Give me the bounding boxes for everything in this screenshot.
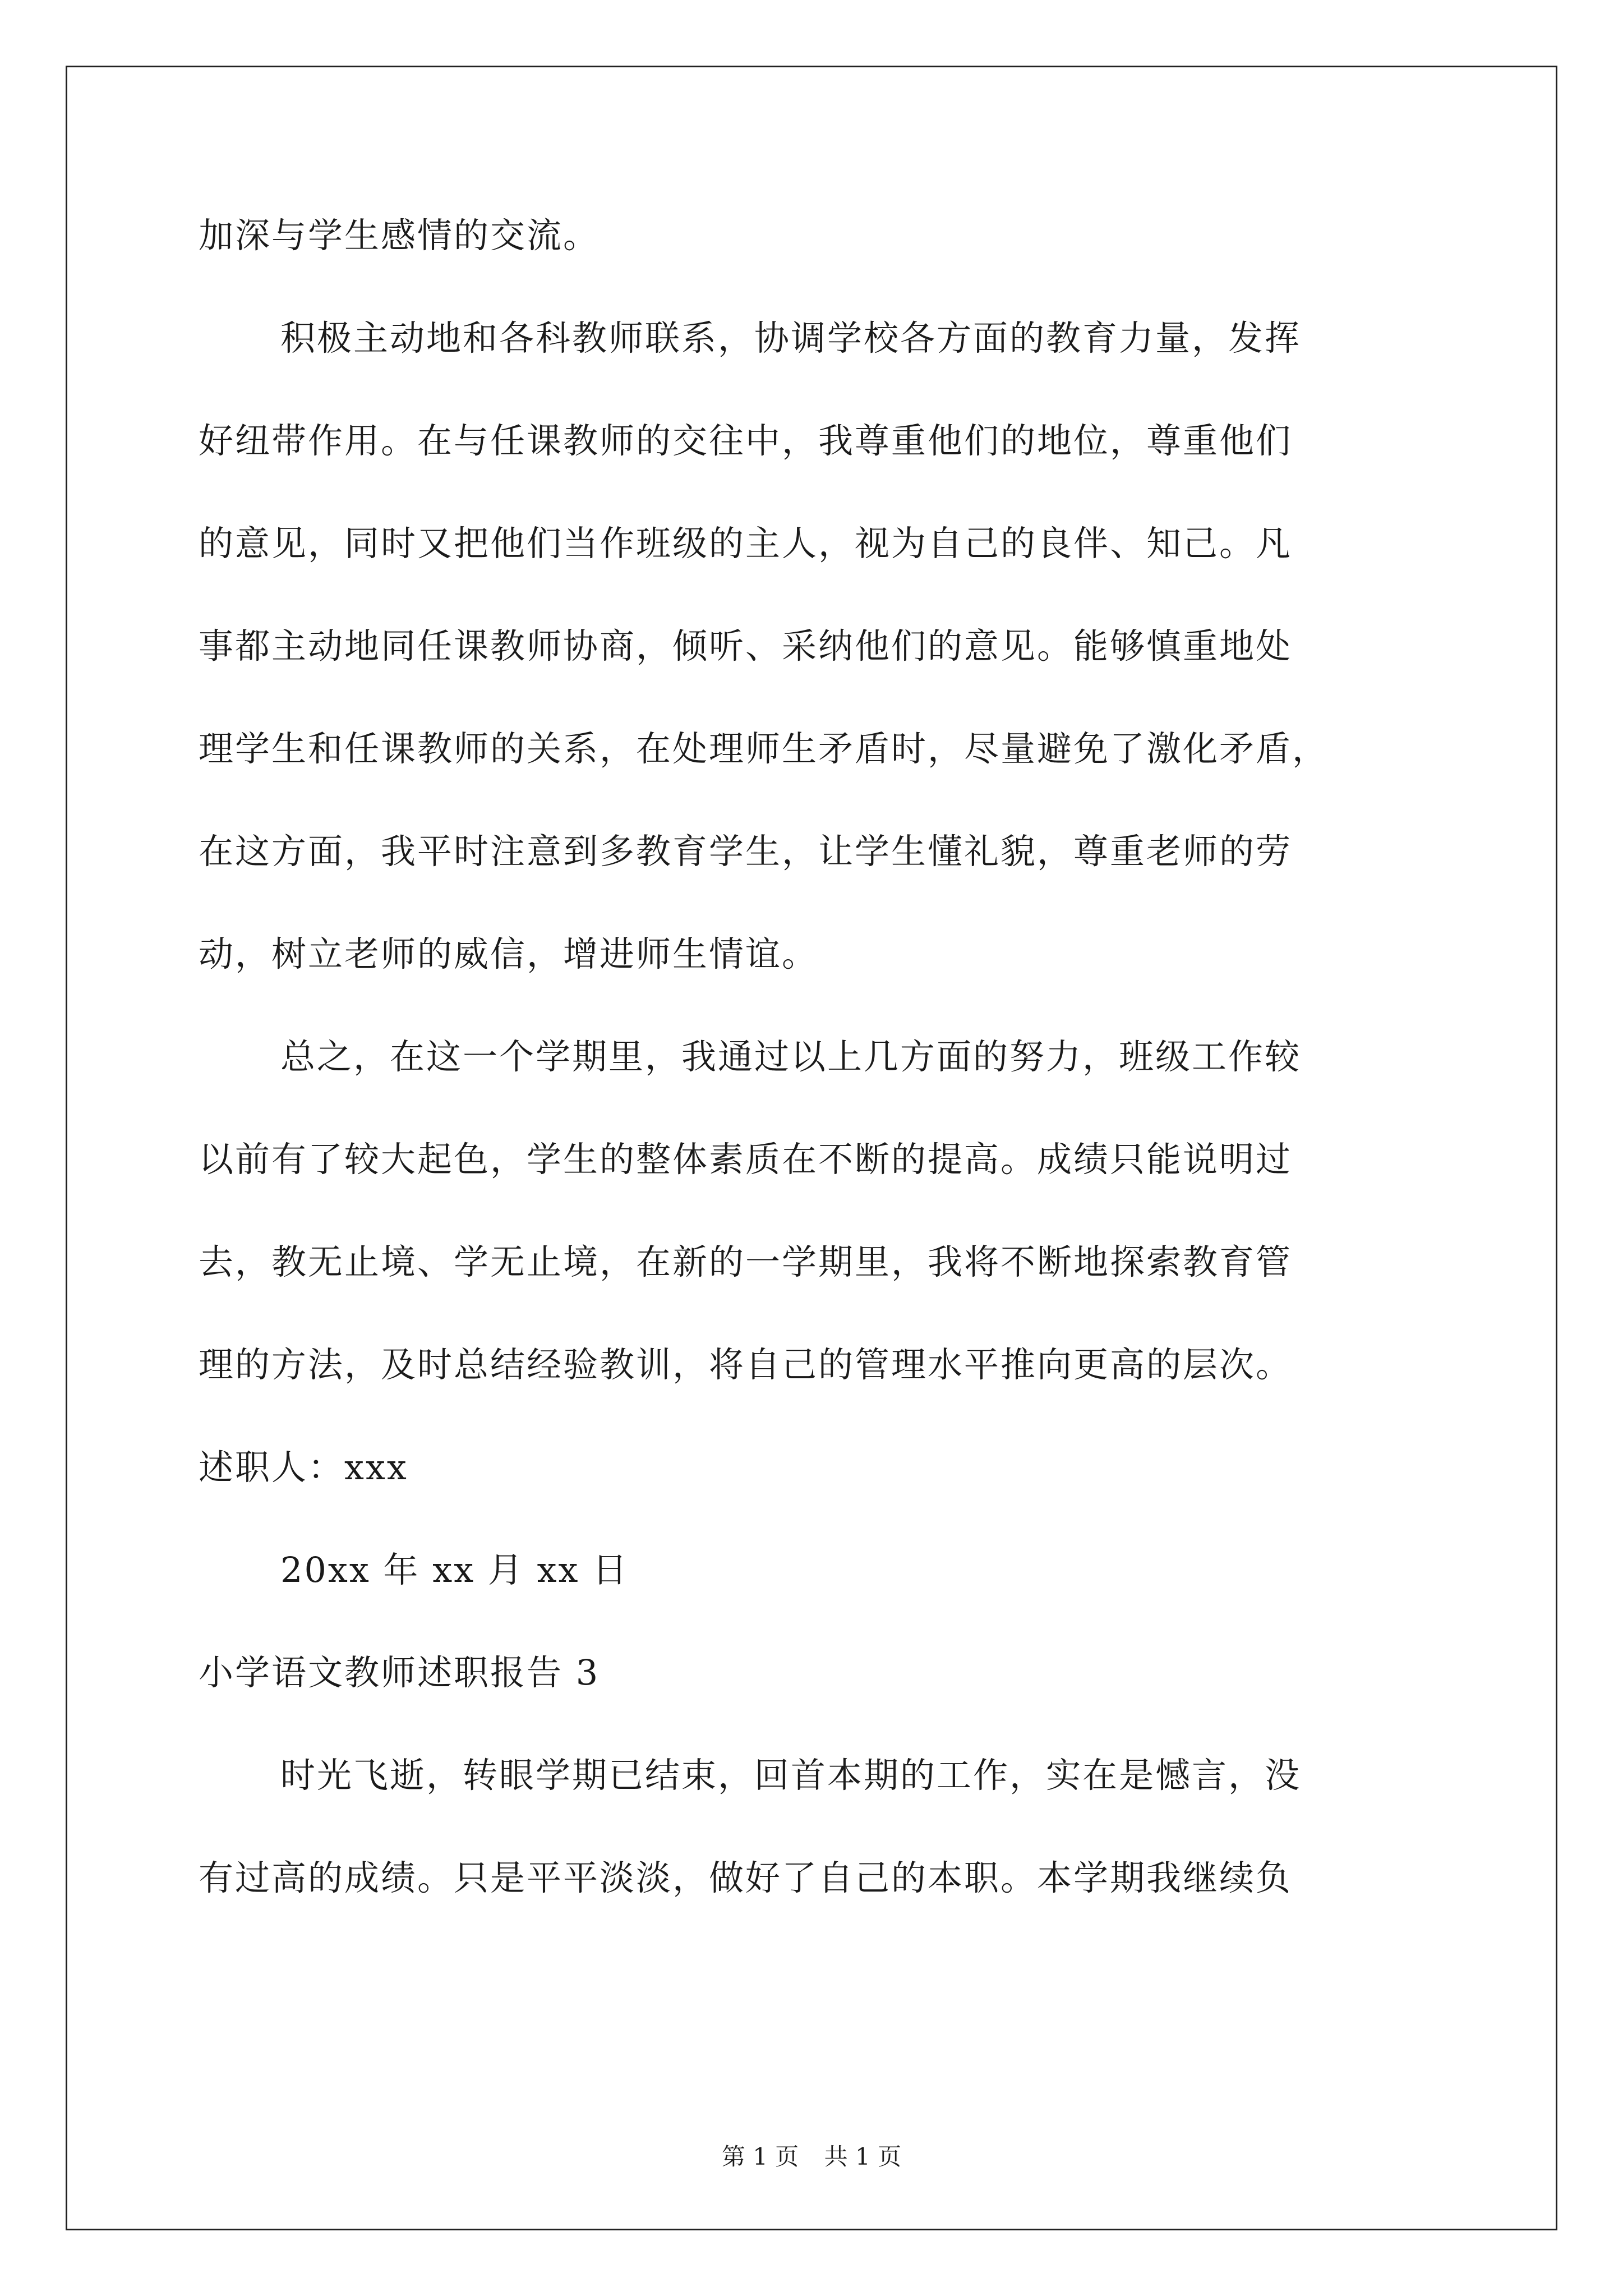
text-line: 的意见，同时又把他们当作班级的主人，视为自己的良伴、知己。凡 — [199, 523, 1293, 564]
text-line: 动，树立老师的威信，增进师生情谊。 — [199, 933, 819, 974]
text-line: 去，教无止境、学无止境，在新的一学期里，我将不断地探索教育管 — [199, 1241, 1293, 1282]
text-line: 理的方法，及时总结经验教训，将自己的管理水平推向更高的层次。 — [199, 1344, 1293, 1385]
date-line: 20xx 年 xx 月 xx 日 — [280, 1549, 629, 1590]
page-total: 共 1 页 — [824, 2143, 902, 2170]
page-footer — [0, 2143, 1623, 2171]
text-line: 以前有了较大起色，学生的整体素质在不断的提高。成绩只能说明过 — [199, 1139, 1293, 1180]
text-line: 理学生和任课教师的关系，在处理师生矛盾时，尽量避免了激化矛盾， — [199, 728, 1329, 769]
paragraph-start: 时光飞逝，转眼学期已结束，回首本期的工作，实在是憾言，没 — [280, 1755, 1302, 1796]
reporter-line: 述职人：xxx — [199, 1447, 408, 1488]
paragraph-start: 积极主动地和各科教师联系，协调学校各方面的教育力量，发挥 — [280, 318, 1302, 358]
text-line: 在这方面，我平时注意到多教育学生，让学生懂礼貌，尊重老师的劳 — [199, 831, 1293, 872]
text-line: 加深与学生感情的交流。 — [199, 215, 600, 256]
text-line: 事都主动地同任课教师协商，倾听、采纳他们的意见。能够慎重地处 — [199, 625, 1293, 666]
text-line: 好纽带作用。在与任课教师的交往中，我尊重他们的地位，尊重他们 — [199, 420, 1293, 461]
section-heading: 小学语文教师述职报告 3 — [199, 1652, 600, 1693]
page-number: 第 1 页 — [721, 2143, 799, 2170]
text-line: 有过高的成绩。只是平平淡淡，做好了自己的本职。本学期我继续负 — [199, 1857, 1293, 1898]
paragraph-start: 总之，在这一个学期里，我通过以上几方面的努力，班级工作较 — [280, 1036, 1302, 1077]
